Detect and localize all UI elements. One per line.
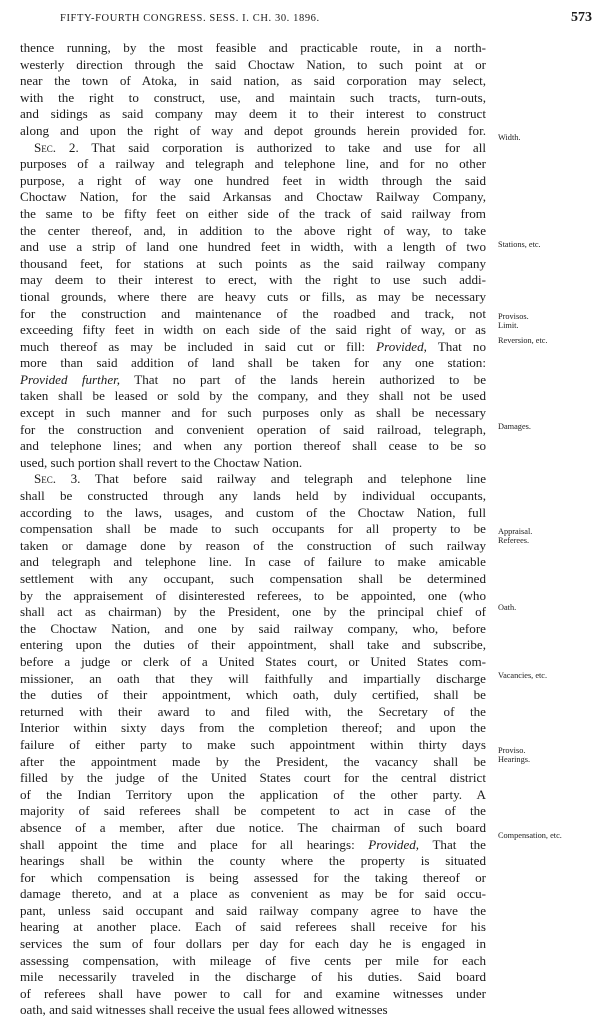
text-line: taken or damage done by reason of the construction of such railway xyxy=(20,537,486,553)
section-label: Sec. 3. xyxy=(34,471,81,487)
page-number: 573 xyxy=(571,10,592,25)
margin-note-referees: Referees. xyxy=(498,536,530,545)
text-line: the duties of their appointment, which oath, duly certified, shall be xyxy=(20,687,486,703)
text-line: the center thereof, and, in addition to the above right of way, to take xyxy=(20,222,486,238)
text-line: shall appoint the time and place for all hearings: xyxy=(20,836,355,852)
text-line: before a judge or clerk of a United States court, or United States com- xyxy=(20,653,486,669)
text-line: much thereof as may be included in said cut or fill: xyxy=(20,338,366,354)
text-line: exceeding fifty feet in width on each side of the said right of way, or as xyxy=(20,322,486,338)
text-line: shall act as chairman) by the President, one by the principal chief of xyxy=(20,604,486,620)
text-line: That said corporation is authorized to take and use for all xyxy=(91,139,486,155)
text-line: thousand feet, for stations at such points as the said railway company xyxy=(20,255,486,271)
proviso-line xyxy=(20,339,486,356)
margin-notes xyxy=(498,0,598,924)
text-line: of referees shall have power to call for and examine witnesses under xyxy=(20,985,486,1001)
text-line: of the Indian Territory upon the application of the other party. A xyxy=(20,786,486,802)
text-line: entering upon the duties of their appointment, shall take and subscribe, xyxy=(20,637,486,653)
text-line: purposes of a railway and telegraph and telephone line, and for no other xyxy=(20,156,486,172)
margin-note-reversion: Reversion, etc. xyxy=(498,336,548,345)
text-line: used, such portion shall revert to the Choctaw Nation. xyxy=(20,454,303,470)
text-line: according to the laws, usages, and custom of the Choctaw Nation, full xyxy=(20,504,486,520)
text-line: with the right to construct, use, and maintain such tracts, turn-outs, xyxy=(20,89,486,105)
text-line: mile necessarily traveled in the discharge of his duties. Said board xyxy=(20,969,486,985)
text-line: the Choctaw Nation, and one by said railway company, who, before xyxy=(20,620,486,636)
margin-note-proviso: Proviso. xyxy=(498,746,526,755)
margin-note-appraisal: Appraisal. xyxy=(498,527,533,536)
text-line: hearings shall be within the county where the property is situated xyxy=(20,853,486,869)
text-line: damage thereto, and at a place as convenient as may be for said occu- xyxy=(20,886,486,902)
margin-note-vacancies: Vacancies, etc. xyxy=(498,671,548,680)
section-label: Sec. 2. xyxy=(34,139,79,155)
text-line: pant, unless said occupant and said railway company agree to have the xyxy=(20,902,486,918)
text-line: settlement with any occupant, such compensation shall be determined xyxy=(20,571,486,586)
section-3-first-line xyxy=(20,471,486,488)
text-line: failure of either party to make such appointment within thirty days xyxy=(20,736,486,752)
text-line: services the sum of four dollars per day for each day he is engaged in xyxy=(20,936,486,952)
text-line: after the appointment made by the President, the vacancy shall be xyxy=(20,753,486,769)
margin-note-compensation: Compensation, etc. xyxy=(498,831,562,840)
proviso-word: Provided, xyxy=(368,836,420,852)
text-line: majority of said referees shall be competent to act in case of the xyxy=(20,803,486,819)
text-line: for the construction and maintenance of the roadbed and track, not xyxy=(20,305,486,321)
text-line: absence of a member, after due notice. The chairman of such board xyxy=(20,819,486,835)
text-line: by the appraisement of disinterested referees, to be appointed, one (who xyxy=(20,587,486,603)
margin-note-limit: Limit. xyxy=(498,321,519,330)
margin-note-stations: Stations, etc. xyxy=(498,240,541,249)
text-line: oath, and said witnesses shall receive the usual fees allowed witnesses xyxy=(20,1002,388,1018)
text-line: tional grounds, where there are heavy cuts or fills, as may be necessary xyxy=(20,288,486,304)
statute-text xyxy=(20,40,486,1019)
text-line: missioner, an oath that they will faithfully and impartially discharge xyxy=(20,670,486,686)
text-line: That the xyxy=(432,836,486,852)
text-line: compensation shall be made to such occupants for all property to be xyxy=(20,521,486,537)
text-line: Interior within sixty days from the completion thereof; and upon the xyxy=(20,720,486,736)
text-line: hearing at another place. Each of said referees shall receive for his xyxy=(20,919,486,935)
margin-note-oath: Oath. xyxy=(498,603,517,612)
margin-note-damages: Damages. xyxy=(498,422,531,431)
text-line: That no xyxy=(437,338,486,354)
text-line: That before said railway and telegraph and telephone line xyxy=(94,471,486,487)
margin-note-provisos: Provisos. xyxy=(498,312,529,321)
text-line: filled by the judge of the United States court for the central district xyxy=(20,770,486,786)
text-line: taken shall be leased or sold by the company, and they shall not be used xyxy=(20,388,486,404)
margin-note-width: Width. xyxy=(498,133,521,142)
section-2-first-line xyxy=(20,140,486,157)
text-line: for the construction and convenient operation of said railroad, telegraph, xyxy=(20,421,486,437)
text-line: along and upon the right of way and depot grounds herein provided for. xyxy=(20,122,486,138)
text-line: returned with their award to and filed with, the Secretary of the xyxy=(20,703,486,719)
text-line: Choctaw Nation, for the said Arkansas and Choctaw Railway Company, xyxy=(20,189,486,205)
proviso-further: Provided further, xyxy=(20,371,121,387)
text-line: westerly direction through the said Choctaw Nation, to such point at or xyxy=(20,56,486,72)
text-line: except in such manner and for such purposes only as shall be necessary xyxy=(20,405,486,421)
text-line: and sidings as said company may deem it to their interest to construct xyxy=(20,106,486,122)
text-line: purpose, a right of way one hundred feet in width through the said xyxy=(20,172,486,188)
text-line: the same to be fifty feet on either side of the track of said railway from xyxy=(20,205,486,221)
text-line: and telephone lines; and when any portion thereof shall cease to be so xyxy=(20,438,486,454)
proviso-line xyxy=(20,837,486,854)
text-line: for which compensation is being assessed for the taking thereof or xyxy=(20,869,486,885)
text-line: and use a strip of land one hundred feet in width, with a length of two xyxy=(20,239,486,255)
text-line: more than said addition of land shall be taken for any one station: xyxy=(20,355,486,371)
text-line: assessing compensation, with mileage of five cents per mile for each xyxy=(20,952,486,968)
text-line: and telegraph and telephone line. In case of failure to make amicable xyxy=(20,554,486,570)
text-line: That no part of the lands herein authorized to be xyxy=(134,371,486,387)
text-line: may deem to their interest to erect, with the right to use such addi- xyxy=(20,272,486,288)
proviso-word: Provided, xyxy=(376,338,427,354)
proviso-line xyxy=(20,372,486,389)
running-head: FIFTY-FOURTH CONGRESS. SESS. I. CH. 30. 1896. xyxy=(60,13,320,24)
text-line: near the town of Atoka, in said nation, as said corporation may select, xyxy=(20,73,486,89)
text-line: thence running, by the most feasible and practicable route, in a north- xyxy=(20,40,486,55)
text-line: shall be constructed through any lands held by individual occupants, xyxy=(20,488,486,504)
margin-note-hearings: Hearings. xyxy=(498,755,531,764)
